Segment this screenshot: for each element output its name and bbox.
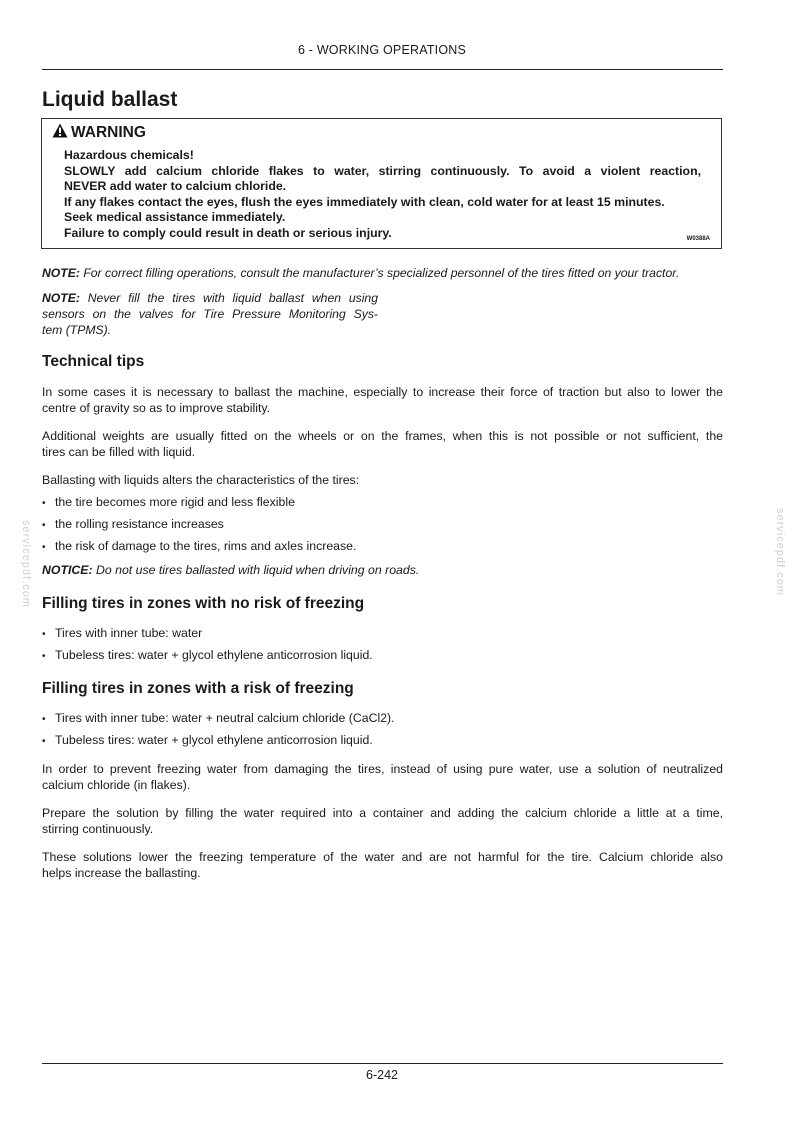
list-item (42, 539, 356, 556)
note-label: NOTE: (42, 291, 80, 305)
bullet-icon: • (42, 498, 46, 509)
list-item-text: Tubeless tires: water + glycol ethylene anticorrosion liquid. (55, 648, 373, 662)
watermark: servicepdf.com (774, 508, 786, 596)
footer-rule (42, 1063, 723, 1064)
header-rule (42, 69, 723, 70)
paragraph (42, 806, 723, 837)
list-item (42, 648, 373, 665)
warning-text (64, 148, 701, 241)
warning-heading: WARNING (71, 124, 146, 141)
list-item-text: the rolling resistance increases (55, 517, 224, 531)
list-item-text: Tires with inner tube: water (55, 626, 203, 640)
note-tpms (42, 290, 378, 338)
list-item-text: the tire becomes more rigid and less flexible (55, 495, 295, 509)
bullet-icon: • (42, 651, 46, 662)
bullet-icon: • (42, 714, 46, 725)
paragraph-line: tires can be filled with liquid. (42, 444, 196, 459)
bullet-icon: • (42, 542, 46, 553)
list-item (42, 517, 224, 534)
list-item (42, 733, 373, 750)
paragraph-line: Additional weights are usually fitted on the wheels or on the frames, when this is not possible or not sufficient, the (42, 429, 723, 443)
list-item (42, 626, 202, 643)
paragraph-line: In some cases it is necessary to ballast the machine, especially to increase their force of traction but also to lower the (42, 385, 723, 399)
bullet-icon: • (42, 629, 46, 640)
warning-code: W0388A (686, 236, 710, 242)
note-line: Never fill the tires with liquid ballast when using (87, 291, 378, 305)
warning-line: NEVER add water to calcium chloride. (64, 179, 287, 193)
warning-heading-row (52, 123, 146, 143)
warning-line: Hazardous chemicals! (64, 148, 194, 162)
page-number: 6-242 (366, 1068, 398, 1082)
paragraph-line: stirring continuously. (42, 821, 154, 836)
list-item-text: Tires with inner tube: water + neutral calcium chloride (CaCl2). (55, 711, 395, 725)
notice (42, 563, 419, 577)
note-text: For correct filling operations, consult the manufacturer’s specialized personnel of the tires fitted on your tractor. (83, 266, 680, 280)
heading-no-freeze: Filling tires in zones with no risk of freezing (42, 595, 365, 612)
warning-line: Seek medical assistance immediately. (64, 210, 286, 224)
paragraph: Ballasting with liquids alters the characteristics of the tires: (42, 473, 360, 487)
warning-line: SLOWLY add calcium chloride flakes to water, stirring continuously. To avoid a violent reaction, (64, 163, 701, 178)
paragraph-line: Prepare the solution by filling the water required into a container and adding the calcium chloride a little at a time, (42, 806, 723, 820)
paragraph-line: centre of gravity so as to improve stability. (42, 400, 271, 415)
paragraph (42, 850, 723, 881)
warning-triangle-icon (52, 123, 68, 143)
paragraph-line: These solutions lower the freezing temperature of the water and are not harmful for the tire. Calcium chloride also (42, 850, 723, 864)
section-header: 6 - WORKING OPERATIONS (297, 43, 467, 57)
list-item-text: the risk of damage to the tires, rims and axles increase. (55, 539, 357, 553)
bullet-icon: • (42, 520, 46, 531)
paragraph (42, 429, 723, 460)
paragraph (42, 385, 723, 416)
warning-line: Failure to comply could result in death or serious injury. (64, 225, 392, 240)
list-item (42, 711, 395, 728)
watermark: servicepdf.com (20, 520, 32, 608)
paragraph (42, 762, 723, 793)
notice-text: Do not use tires ballasted with liquid when driving on roads. (95, 563, 420, 577)
paragraph-line: In order to prevent freezing water from damaging the tires, instead of using pure water, use a solution of neutralized (42, 762, 723, 776)
note-label: NOTE: (42, 266, 80, 280)
note-line: tem (TPMS). (42, 323, 112, 337)
paragraph-line: calcium chloride (in flakes). (42, 777, 191, 792)
note-filling (42, 266, 732, 280)
heading-freeze: Filling tires in zones with a risk of freezing (42, 680, 354, 697)
warning-line: If any flakes contact the eyes, flush the eyes immediately with clean, cold water for at least 15 minutes. (64, 194, 665, 209)
list-item (42, 495, 295, 512)
paragraph-line: helps increase the ballasting. (42, 865, 201, 880)
notice-label: NOTICE: (42, 563, 93, 577)
warning-box (41, 118, 722, 249)
page-title: Liquid ballast (42, 88, 178, 111)
list-item-text: Tubeless tires: water + glycol ethylene anticorrosion liquid. (55, 733, 373, 747)
note-line: sensors on the valves for Tire Pressure Monitoring Sys- (42, 307, 378, 321)
bullet-icon: • (42, 736, 46, 747)
heading-technical-tips: Technical tips (42, 353, 145, 370)
